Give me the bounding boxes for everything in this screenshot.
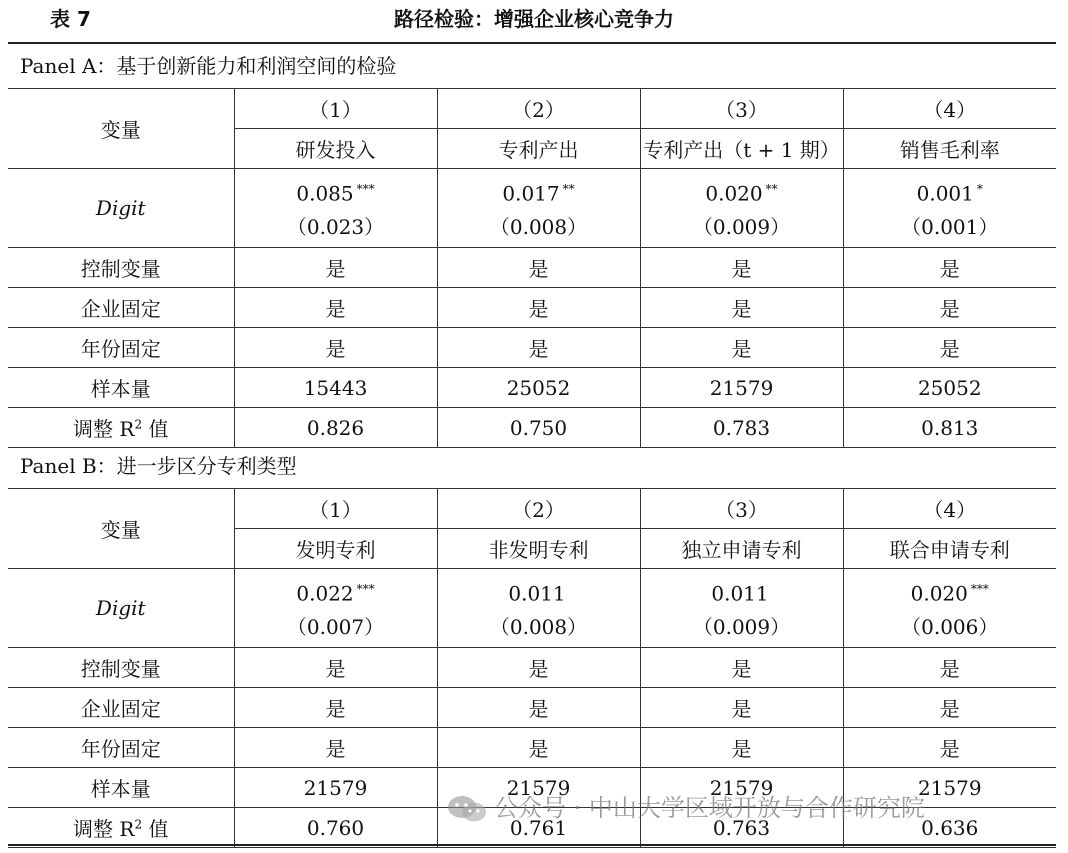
coef-value: 0.022 xyxy=(296,581,354,606)
table-row xyxy=(8,248,1056,288)
table-row xyxy=(8,728,1056,768)
significance-stars: ** xyxy=(765,181,778,196)
col-num: （2） xyxy=(437,89,640,129)
significance-stars: * xyxy=(976,181,983,196)
table-cell: 是 xyxy=(843,328,1056,368)
coef-cell xyxy=(843,169,1056,248)
watermark-text: 公众号 · 中山大学区域开放与合作研究院 xyxy=(494,794,925,822)
row-label: 样本量 xyxy=(8,368,234,408)
panel-a-table xyxy=(8,88,1056,448)
col-num: （3） xyxy=(640,89,843,129)
col-name: 联合申请专利 xyxy=(843,529,1056,569)
col-name: 独立申请专利 xyxy=(640,529,843,569)
table-cell: 是 xyxy=(843,648,1056,688)
top-rule xyxy=(8,42,1056,44)
significance-stars: *** xyxy=(356,181,375,196)
table-cell: 21579 xyxy=(640,368,843,408)
r2-label: 调整 $R^2$ 值 xyxy=(8,408,234,448)
table-number: 表 7 xyxy=(50,7,91,31)
table-cell: 是 xyxy=(437,248,640,288)
table-cell: 0.813 xyxy=(843,408,1056,448)
table-cell: 是 xyxy=(234,328,437,368)
table-cell: 是 xyxy=(234,288,437,328)
std-error: （0.001） xyxy=(901,215,999,240)
std-error: （0.007） xyxy=(286,615,385,640)
digit-label: Digit xyxy=(8,169,234,248)
coef-cell xyxy=(640,569,843,648)
table-title: 路径检验：增强企业核心竞争力 xyxy=(394,7,674,31)
table-cell: 是 xyxy=(640,288,843,328)
r2-label: 调整 $R^2$ 值 xyxy=(8,808,234,848)
variable-header: 变量 xyxy=(8,89,234,169)
std-error: （0.008） xyxy=(489,215,588,240)
std-error: （0.009） xyxy=(692,615,791,640)
col-num: （2） xyxy=(437,489,640,529)
table-cell: 25052 xyxy=(437,368,640,408)
col-name: 专利产出（t + 1 期） xyxy=(640,129,843,169)
variable-header: 变量 xyxy=(8,489,234,569)
bottom-rule xyxy=(8,844,1056,846)
std-error: （0.008） xyxy=(489,615,588,640)
row-label: 企业固定 xyxy=(8,288,234,328)
table-cell: 是 xyxy=(843,728,1056,768)
table-cell: 0.750 xyxy=(437,408,640,448)
table-cell: 是 xyxy=(437,648,640,688)
col-name: 销售毛利率 xyxy=(843,129,1056,169)
row-label: 年份固定 xyxy=(8,728,234,768)
row-label: 年份固定 xyxy=(8,328,234,368)
std-error: （0.009） xyxy=(692,215,791,240)
table-cell: 0.761 xyxy=(437,808,640,848)
table-cell: 15443 xyxy=(234,368,437,408)
table-cell: 是 xyxy=(843,248,1056,288)
table-cell: 是 xyxy=(437,288,640,328)
col-name: 非发明专利 xyxy=(437,529,640,569)
table-row xyxy=(8,688,1056,728)
table-cell: 是 xyxy=(234,248,437,288)
table-cell: 是 xyxy=(234,648,437,688)
table-cell: 是 xyxy=(843,688,1056,728)
table-cell: 是 xyxy=(437,728,640,768)
panel-b-heading: Panel B：进一步区分专利类型 xyxy=(20,454,297,478)
coef-value: 0.011 xyxy=(711,581,769,606)
coef-value: 0.011 xyxy=(508,581,566,606)
table-cell: 21579 xyxy=(437,768,640,808)
table-row xyxy=(8,648,1056,688)
col-name: 发明专利 xyxy=(234,529,437,569)
table-cell: 0.783 xyxy=(640,408,843,448)
table-cell: 21579 xyxy=(234,768,437,808)
coef-value: 0.017 xyxy=(502,181,560,206)
coef-value: 0.020 xyxy=(910,581,968,606)
table-cell: 是 xyxy=(234,728,437,768)
col-num: （3） xyxy=(640,489,843,529)
row-label: 样本量 xyxy=(8,768,234,808)
table-cell: 0.826 xyxy=(234,408,437,448)
coef-value: 0.001 xyxy=(916,181,974,206)
table-cell: 21579 xyxy=(843,768,1056,808)
table-cell: 是 xyxy=(234,688,437,728)
row-label: 企业固定 xyxy=(8,688,234,728)
panel-a-heading: Panel A：基于创新能力和利润空间的检验 xyxy=(20,54,397,78)
table-cell: 是 xyxy=(640,248,843,288)
col-name: 研发投入 xyxy=(234,129,437,169)
digit-label: Digit xyxy=(8,569,234,648)
table-row xyxy=(8,368,1056,408)
col-name: 专利产出 xyxy=(437,129,640,169)
coef-cell xyxy=(640,169,843,248)
col-num: （1） xyxy=(234,89,437,129)
significance-stars: *** xyxy=(356,581,375,596)
table-row xyxy=(8,328,1056,368)
table-cell: 0.636 xyxy=(843,808,1056,848)
col-num: （4） xyxy=(843,89,1056,129)
table-cell: 是 xyxy=(437,328,640,368)
table-cell: 是 xyxy=(640,328,843,368)
col-num: （1） xyxy=(234,489,437,529)
std-error: （0.023） xyxy=(286,215,385,240)
table-cell: 21579 xyxy=(640,768,843,808)
table-cell: 是 xyxy=(640,728,843,768)
table-cell: 0.760 xyxy=(234,808,437,848)
table-cell: 是 xyxy=(640,688,843,728)
table-cell: 是 xyxy=(640,648,843,688)
table-cell: 是 xyxy=(437,688,640,728)
coef-cell xyxy=(234,569,437,648)
wechat-icon xyxy=(446,794,488,824)
coef-value: 0.085 xyxy=(296,181,354,206)
watermark xyxy=(446,790,925,826)
std-error: （0.006） xyxy=(901,615,999,640)
coef-cell xyxy=(843,569,1056,648)
significance-stars: *** xyxy=(970,581,989,596)
table-cell: 25052 xyxy=(843,368,1056,408)
coef-cell xyxy=(437,569,640,648)
coef-cell xyxy=(437,169,640,248)
table-row xyxy=(8,408,1056,448)
col-num: （4） xyxy=(843,489,1056,529)
coef-cell xyxy=(234,169,437,248)
coef-value: 0.020 xyxy=(705,181,763,206)
table-cell: 0.763 xyxy=(640,808,843,848)
row-label: 控制变量 xyxy=(8,648,234,688)
significance-stars: ** xyxy=(562,181,575,196)
table-row xyxy=(8,288,1056,328)
row-label: 控制变量 xyxy=(8,248,234,288)
table-cell: 是 xyxy=(843,288,1056,328)
table-caption xyxy=(0,0,1068,34)
